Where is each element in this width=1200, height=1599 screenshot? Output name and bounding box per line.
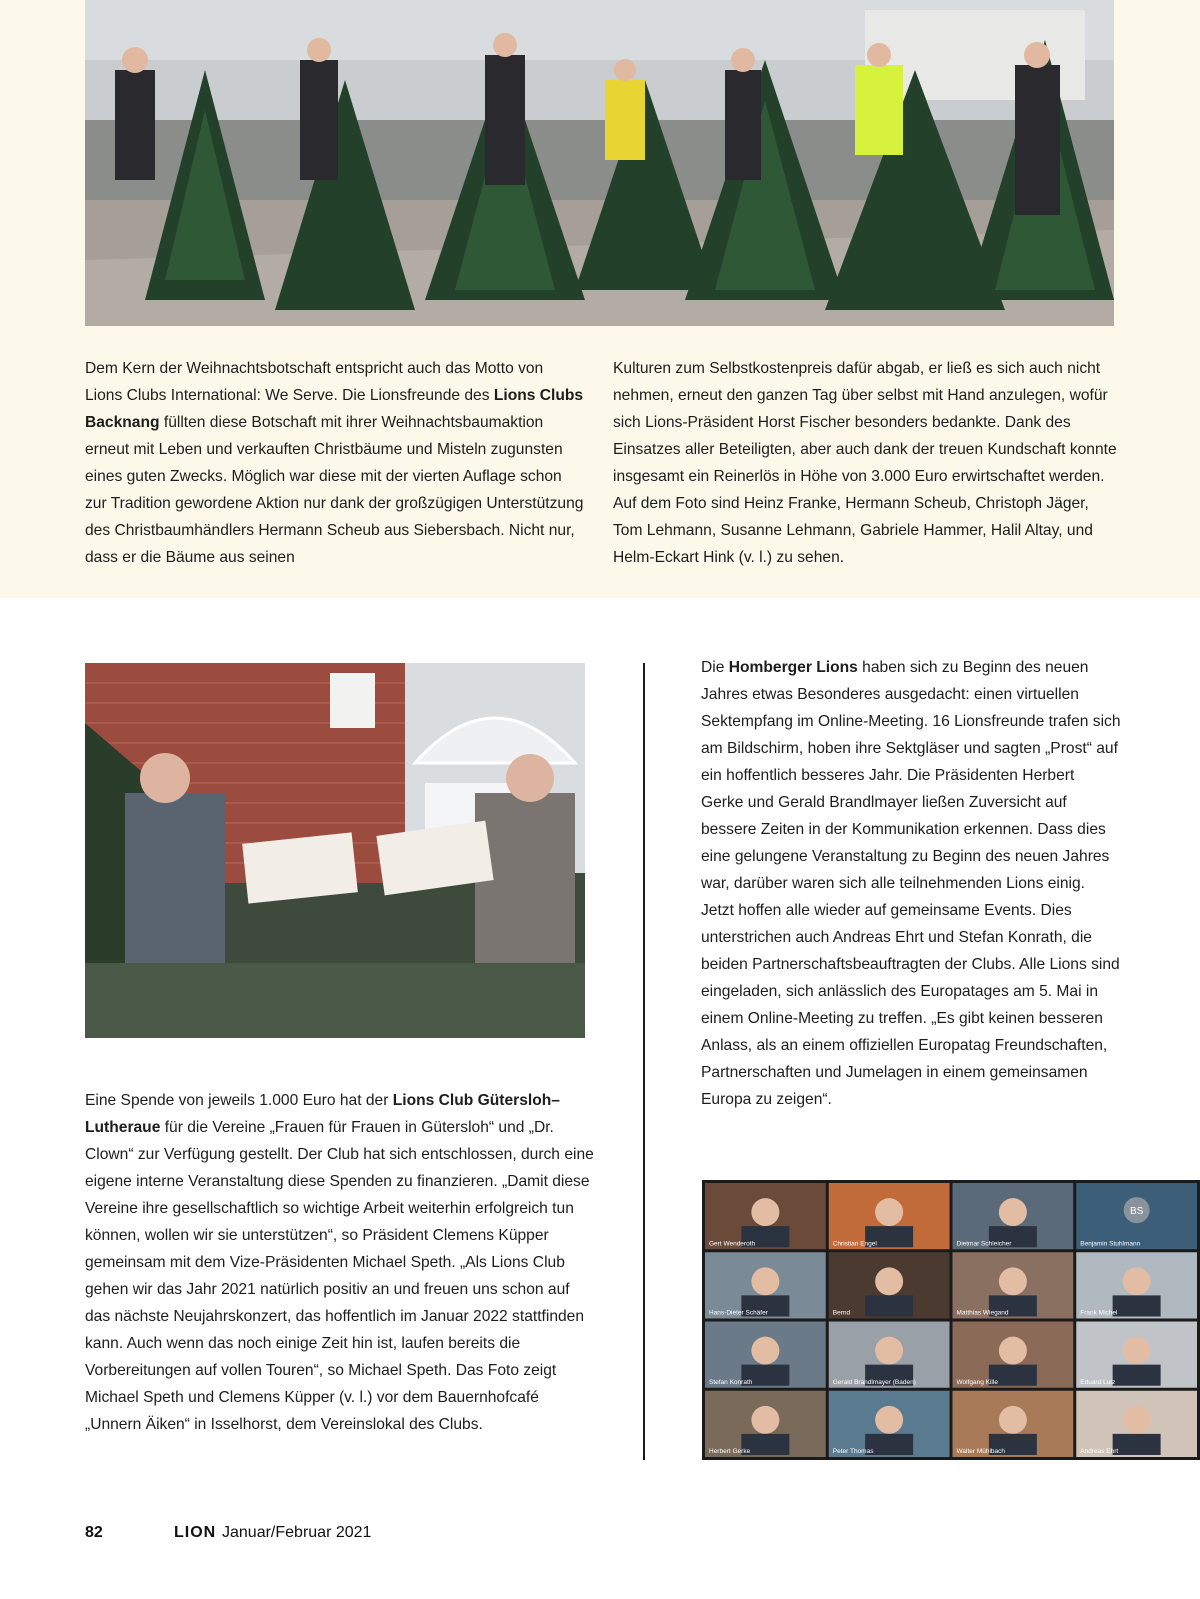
participant-name: Eduard Lutz [1080, 1378, 1116, 1386]
participant-name: Benjamin Stuhlmann [1080, 1240, 1141, 1248]
meeting-participant-tile [829, 1183, 950, 1249]
meeting-participant-tile [705, 1252, 826, 1318]
participant-name: Christian Engel [832, 1240, 877, 1248]
participant-name: Peter Thomas [832, 1448, 874, 1455]
guetersloh-article: Eine Spende von jeweils 1.000 Euro hat der Lions Club Gütersloh–Lutheraue für die Vereine „Frauen für Frauen in Gütersloh“ und „Dr. Clown“ zur Verfügung gestellt. Der Club hat sich entschlossen, durch eine eigene interne Veranstaltung diese Spenden zu finanzieren. „Damit diese Vereine ihre gesellschaftlich so wichtige Arbeit weiterhin erfolgreich tun können, wollen wir sie unterstützen“, so Präsident Clemens Küpper gemeinsam mit dem Vize-Präsidenten Michael Speth. „Als Lions Club gehen wir das Jahr 2021 natürlich positiv an und freuen uns schon auf das nächste Neujahrskonzert, das hoffentlich im Januar 2022 stattfinden kann. Auch wenn das noch einige Zeit hin ist, laufen bereits die Vorbereitungen auf vollen Touren“, so Michael Speth. Das Foto zeigt Michael Speth und Clemens Küpper (v. l.) vor dem Bauernhofcafé „Unnern Äiken“ in Isselhorst, dem Vereinslokal des Clubs. [85, 1092, 594, 1433]
issue-date: Januar/Februar 2021 [222, 1524, 372, 1541]
meeting-participant-tile [953, 1391, 1074, 1457]
magazine-name: LION [174, 1524, 217, 1541]
tree-article-column-1: Dem Kern der Weihnachtsbotschaft entspricht auch das Motto von Lions Clubs International: We Serve. Die Lionsfreunde des Lions Clubs Backnang füllten diese Botschaft mit ihrer Weihnachtsbaumaktion erneut mit Leben und verkauften Christbäume und Misteln zugunsten eines guten Zwecks. Möglich war diese mit der vierten Auflage schon zur Tradition gewordene Aktion nur dank der großzügigen Unterstützung des Christbaumhändlers Hermann Scheub aus Siebersbach. Nicht nur, dass er die Bäume aus seinen [85, 360, 584, 566]
participant-name: Gert Wenderoth [709, 1240, 756, 1248]
homberger-lions-bold: Homberger Lions [728, 659, 858, 676]
page-number: 82 [85, 1524, 103, 1541]
column-divider [643, 663, 645, 1460]
meeting-participant-tile [953, 1183, 1074, 1249]
homberg-article: Die Homberger Lions haben sich zu Beginn des neuen Jahres etwas Besonderes ausgedacht: einen virtuellen Sektempfang im Online-Meeting. 16 Lionsfreunde trafen sich am Bildschirm, hoben ihre Sektgläser und sagten „Prost“ auf ein hoffentlich besseres Jahr. Die Präsidenten Herbert Gerke und Gerald Brandlmayer ließen Zuversicht auf bessere Zeiten in der Kommunikation erkennen. Dass dies eine gelungene Veranstaltung zu Beginn des neuen Jahres war, darüber waren sich alle teilnehmenden Lions einig. Jetzt hoffen alle wieder auf gemeinsame Events. Dies unterstrichen auch Andreas Ehrt und Stefan Konrath, die beiden Partnerschaftsbeauftragten der Clubs. Alle Lions sind eingeladen, sich anlässlich des Europatages am 5. Mai in einem Online-Meeting zu treffen. „Es gibt keinen besseren Anlass, als an einem offiziellen Europatag Freundschaften, Partnerschaften und Jumelagen in einem gemeinsamen Europa zu zeigen“. [701, 659, 1121, 1108]
meeting-participant-tile [953, 1322, 1074, 1388]
participant-name: Herbert Gerke [709, 1448, 751, 1455]
lions-club-guetersloh-bold: Lions Club Gütersloh–Lutheraue [85, 1092, 560, 1136]
christmas-tree-photo [85, 0, 1114, 326]
meeting-participant-tile [1076, 1183, 1197, 1249]
participant-name: Matthias Wiegand [956, 1309, 1009, 1317]
lions-clubs-backnang-bold: Lions Clubs Backnang [85, 387, 584, 431]
meeting-participant-tile [1076, 1391, 1197, 1457]
meeting-participant-tile [705, 1183, 826, 1249]
meeting-participant-tile [953, 1252, 1074, 1318]
participant-name: Hans-Dieter Schäfer [709, 1309, 768, 1317]
meeting-participant-tile [1076, 1252, 1197, 1318]
participant-name: Stefan Konrath [709, 1378, 753, 1386]
cheque-handover-photo [85, 663, 585, 1038]
participant-name: Gerald Brandlmayer (Baden) [832, 1378, 916, 1386]
participant-name: Andreas Ehrt [1080, 1448, 1119, 1455]
meeting-participant-tile [705, 1391, 826, 1457]
participant-name: Wolfgang Kille [956, 1378, 998, 1386]
participant-initials: BS [1129, 1206, 1144, 1218]
online-meeting-screenshot [702, 1180, 1200, 1460]
meeting-participant-tile [829, 1252, 950, 1318]
participant-name: Bernd [832, 1309, 851, 1317]
meeting-participant-tile [705, 1322, 826, 1388]
participant-name: Walter Mühlbach [956, 1448, 1006, 1455]
meeting-participant-tile [1076, 1322, 1197, 1388]
meeting-participant-tile [829, 1391, 950, 1457]
participant-name: Frank Michel [1080, 1309, 1118, 1317]
participant-name: Dietmar Schleicher [956, 1240, 1012, 1248]
meeting-participant-tile [829, 1322, 950, 1388]
tree-article-column-2: Kulturen zum Selbstkostenpreis dafür abgab, er ließ es sich auch nicht nehmen, erneut den ganzen Tag über selbst mit Hand anzulegen, wofür sich Lions-Präsident Horst Fischer besonders bedankte. Dank des Einsatzes aller Beteiligten, aber auch dank der treuen Kundschaft konnte insgesamt ein Reinerlös in Höhe von 3.000 Euro erwirtschaftet werden. Auf dem Foto sind Heinz Franke, Hermann Scheub, Christoph Jäger, Tom Lehmann, Susanne Lehmann, Gabriele Hammer, Halil Altay, und Helm-Eckart Hink (v. l.) zu sehen. [613, 360, 1117, 566]
